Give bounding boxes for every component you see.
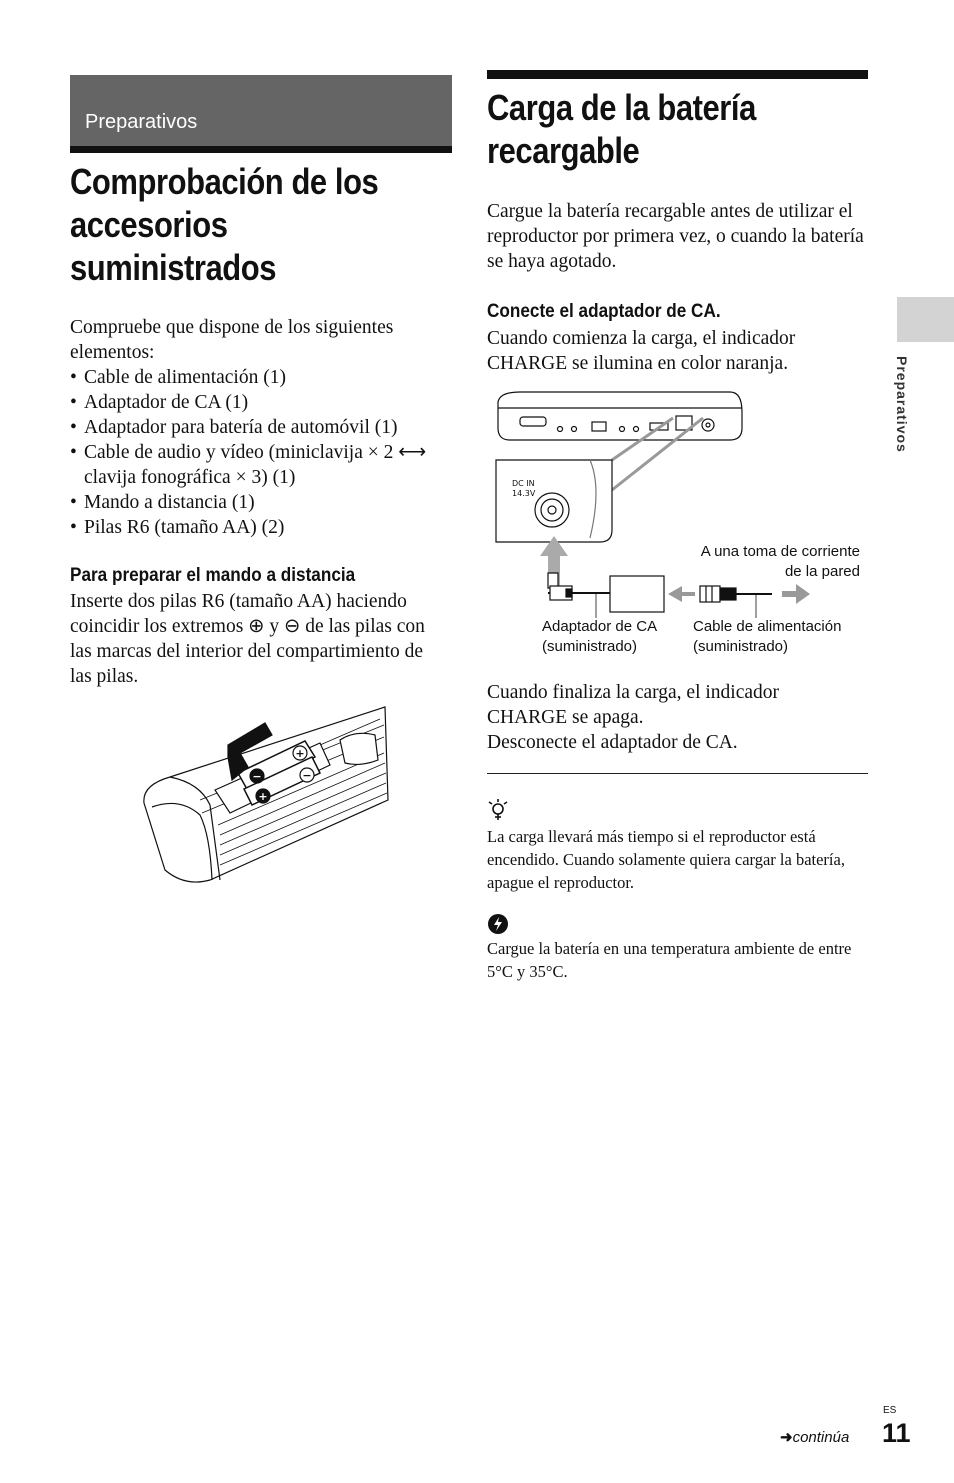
- adapter-label: [542, 617, 657, 657]
- continues-label: continúa: [792, 1429, 850, 1446]
- caution-text: Cargue la batería en una temperatura ambiente de entre 5°C y 35°C.: [487, 939, 852, 981]
- para-line: las marcas del interior del compartimiento de: [70, 641, 424, 662]
- cable-label-line: (suministrado): [693, 638, 789, 655]
- voltage-label: 14.3V: [512, 489, 536, 498]
- para-line: las pilas.: [70, 666, 139, 687]
- adapter-label-line: Adaptador de CA: [542, 618, 658, 635]
- language-code: ES: [883, 1405, 897, 1416]
- tip-text: La carga llevará más tiempo si el reproductor está encendido. Cuando solamente quiera cargar la batería, apague el reproductor.: [487, 827, 845, 892]
- wall-label-line: A una toma de corriente: [700, 543, 860, 560]
- left-title-line: Comprobación de los: [70, 161, 379, 202]
- charge-start-text: Cuando comienza la carga, el indicador CHARGE se ilumina en color naranja.: [487, 328, 796, 374]
- left-title-line: accesorios: [70, 204, 228, 245]
- adapter-label-line: (suministrado): [542, 638, 638, 655]
- right-title-line: recargable: [487, 130, 640, 171]
- charge-end-text: [487, 680, 867, 755]
- list-item: • Pilas R6 (tamaño AA) (2): [70, 515, 455, 540]
- section-header-label: Preparativos: [85, 111, 198, 133]
- svg-text:−: −: [252, 770, 262, 783]
- power-cable-label: [693, 617, 841, 657]
- connect-subheading: Conecte el adaptador de CA.: [487, 300, 721, 322]
- left-title: [70, 160, 448, 289]
- charge-intro: Cargue la batería recargable antes de utilizar el reproductor por primera vez, o cuando la batería se haya agotado.: [487, 201, 864, 272]
- remote-paragraph: [70, 589, 460, 689]
- page-number: 11: [882, 1418, 911, 1448]
- caution-icon: [487, 913, 509, 935]
- right-title-line: Carga de la batería: [487, 87, 756, 128]
- intro-text: Compruebe que dispone de los siguientes elementos:: [70, 317, 394, 363]
- remote-subheading: Para preparar el mando a distancia: [70, 564, 356, 586]
- tip-lightbulb-icon: [487, 798, 509, 822]
- para-line: coincidir los extremos ⊕ y ⊖ de las pilas con: [70, 616, 425, 637]
- list-item: • Adaptador para batería de automóvil (1): [70, 415, 455, 440]
- continues-link[interactable]: [780, 1428, 849, 1446]
- svg-text:+: +: [295, 747, 305, 760]
- wall-label-line: de la pared: [784, 563, 860, 580]
- remote-battery-illustration: [140, 705, 392, 890]
- list-item: • Cable de audio y vídeo (miniclavija × 2 ⟷ clavija fonográfica × 3) (1): [70, 440, 455, 490]
- title-rule: [487, 70, 868, 79]
- list-item: • Mando a distancia (1): [70, 490, 455, 515]
- divider: [487, 773, 868, 774]
- accessories-intro: [70, 315, 455, 540]
- arrow-right-icon: ➜: [780, 1429, 793, 1446]
- charging-diagram: [490, 388, 870, 618]
- left-title-line: suministrados: [70, 247, 277, 288]
- para-line: Cuando finaliza la carga, el indicador: [487, 682, 780, 703]
- para-line: Inserte dos pilas R6 (tamaño AA) haciendo: [70, 591, 407, 612]
- para-line: Desconecte el adaptador de CA.: [487, 732, 738, 753]
- svg-text:−: −: [302, 769, 312, 782]
- list-item: • Cable de alimentación (1): [70, 365, 455, 390]
- accessories-list: [70, 365, 455, 540]
- section-header: [70, 75, 452, 153]
- wall-outlet-label: [672, 542, 860, 582]
- side-tab-label: Preparativos: [894, 356, 910, 453]
- svg-text:+: +: [258, 790, 268, 803]
- side-tab: [897, 297, 954, 342]
- cable-label-line: Cable de alimentación: [693, 618, 842, 635]
- dc-in-label: DC IN: [512, 479, 535, 488]
- para-line: CHARGE se apaga.: [487, 707, 644, 728]
- right-title: [487, 86, 865, 172]
- list-item: • Adaptador de CA (1): [70, 390, 455, 415]
